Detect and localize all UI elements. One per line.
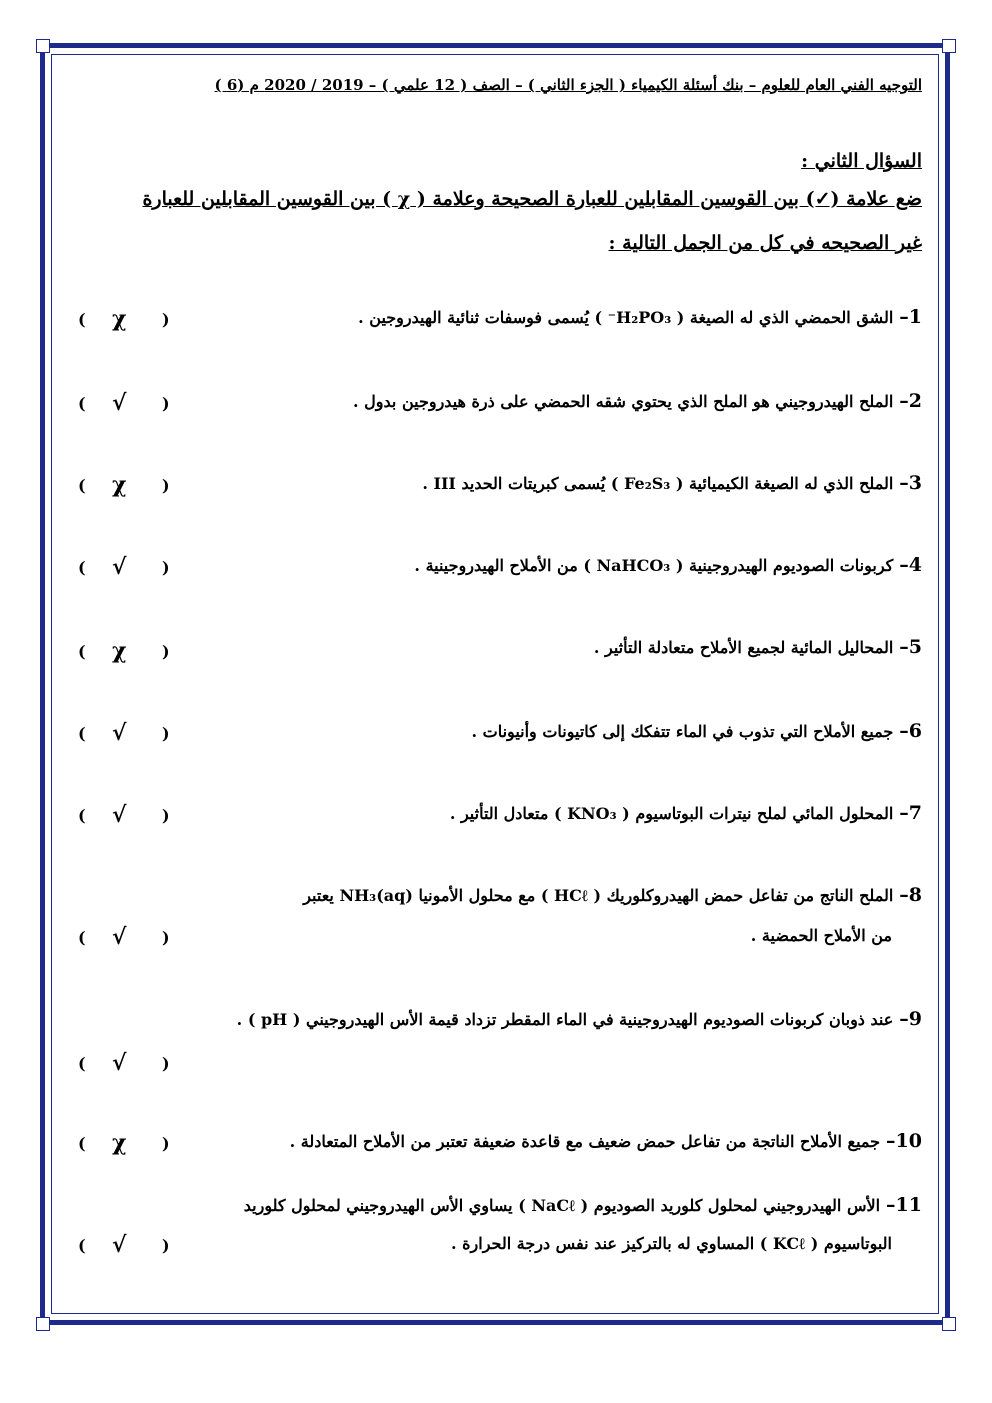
answer-mark: √ [112,802,127,828]
statement-5: 5–المحاليل المائية لجميع الأملاح متعادلة التأثير . [593,636,922,658]
answer-box-4[interactable]: ( √ ) [78,554,170,580]
statement-8-continuation: من الأملاح الحمضية . [750,926,892,945]
statement-11: 11–الأس الهيدروجيني لمحلول كلوريد الصوديوم ( NaCℓ ) يساوي الأس الهيدروجيني لمحلول كلوريد [243,1194,922,1216]
answer-box-5[interactable]: ( χ ) [78,638,170,664]
answer-box-3[interactable]: ( χ ) [78,472,170,498]
question-title: السؤال الثاني : [801,150,922,172]
statement-6: 6–جميع الأملاح التي تذوب في الماء تتفكك إلى كاتيونات وأنيونات . [471,720,922,742]
corner-ornament [36,39,50,53]
answer-mark: √ [112,1232,127,1258]
instruction-line-2: غير الصحيحه في كل من الجمل التالية : [608,232,922,254]
statement-4: 4–كربونات الصوديوم الهيدروجينية ( NaHCO₃ ) من الأملاح الهيدروجينية . [414,554,922,576]
statement-11-continuation: البوتاسيوم ( KCℓ ) المساوي له بالتركيز عند نفس درجة الحرارة . [451,1234,892,1253]
answer-mark: √ [112,390,127,416]
statement-8: 8–الملح الناتج من تفاعل حمض الهيدروكلوريك ( HCℓ ) مع محلول الأمونيا NH₃(aq) يعتبر [303,884,922,906]
statement-3: 3–الملح الذي له الصيغة الكيميائية ( Fe₂S₃ ) يُسمى كبريتات الحديد III . [422,472,922,494]
answer-mark: √ [112,924,127,950]
answer-mark: √ [112,554,127,580]
statement-2: 2–الملح الهيدروجيني هو الملح الذي يحتوي شقه الحمضي على ذرة هيدروجين بدول . [353,390,922,412]
answer-box-2[interactable]: ( √ ) [78,390,170,416]
answer-box-7[interactable]: ( √ ) [78,802,170,828]
answer-box-1[interactable]: ( χ ) [78,306,170,332]
instruction-line-1: ضع علامة (✓) بين القوسين المقابلين للعبارة الصحيحة وعلامة ( χ ) بين القوسين المقابلين للعبارة [142,188,922,210]
statement-1: 1–الشق الحمضي الذي له الصيغة ( H₂PO₃⁻ ) يُسمى فوسفات ثنائية الهيدروجين . [358,306,922,328]
corner-ornament [36,1317,50,1331]
answer-box-11[interactable]: ( √ ) [78,1232,170,1258]
answer-box-8[interactable]: ( √ ) [78,924,170,950]
answer-mark: χ [112,1130,127,1156]
document-header: التوجيه الفني العام للعلوم – بنك أسئلة الكيمياء ( الجزء الثاني ) – الصف ( 12 علمي ) – 2019 / 2020 م (6 ) [214,76,922,94]
corner-ornament [942,39,956,53]
answer-box-6[interactable]: ( √ ) [78,720,170,746]
statement-10: 10–جميع الأملاح الناتجة من تفاعل حمض ضعيف مع قاعدة ضعيفة تعتبر من الأملاح المتعادلة . [289,1130,922,1152]
answer-mark: χ [112,472,127,498]
statement-9: 9–عند ذوبان كربونات الصوديوم الهيدروجينية في الماء المقطر تزداد قيمة الأس الهيدروجيني ( pH ) . [236,1008,922,1030]
statement-7: 7–المحلول المائي لملح نيترات البوتاسيوم ( KNO₃ ) متعادل التأثير . [449,802,922,824]
answer-mark: √ [112,1050,127,1076]
answer-mark: √ [112,720,127,746]
answer-box-10[interactable]: ( χ ) [78,1130,170,1156]
answer-mark: χ [112,638,127,664]
answer-box-9[interactable]: ( √ ) [78,1050,170,1076]
corner-ornament [942,1317,956,1331]
answer-mark: χ [112,306,127,332]
